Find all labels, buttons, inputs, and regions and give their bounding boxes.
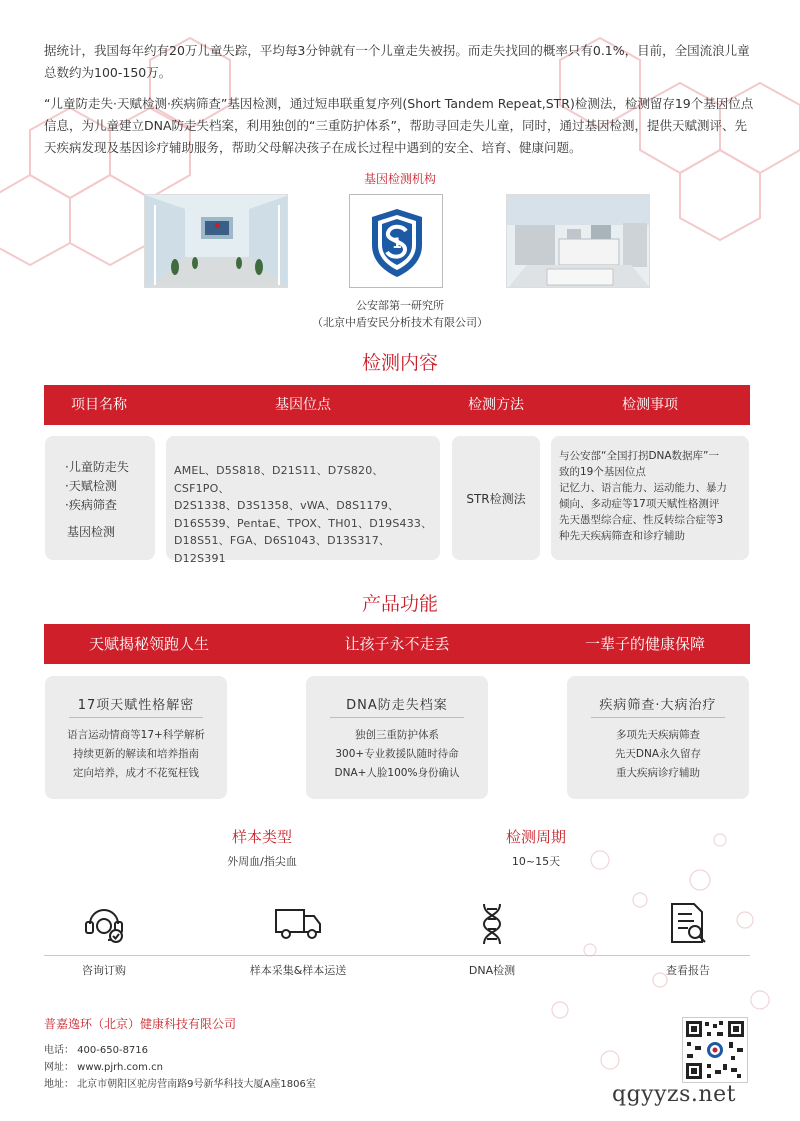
period-label: 检测周期 — [505, 828, 566, 846]
detection-header-bar — [44, 385, 750, 425]
list-item: ·儿童防走失 — [65, 460, 129, 474]
method-card — [452, 436, 540, 560]
items-line: 致的19个基因位点 — [559, 466, 646, 478]
loci-line: D18S51、FGA、D6S1043、D13S317、D12S391 — [174, 534, 391, 565]
institute-hall-photo — [144, 194, 288, 288]
header-items: 检测事项 — [622, 397, 678, 413]
svg-text:1: 1 — [392, 236, 402, 252]
feature-line: 语言运动情商等17+科学解析 — [67, 729, 205, 741]
institute-logo — [349, 194, 443, 288]
project-sub-label: 基因检测 — [67, 525, 116, 539]
loci-card — [166, 436, 440, 565]
sample-type-value: 外周血/指尖血 — [227, 855, 297, 868]
feature-card-title: 17项天赋性格解密 — [77, 698, 195, 713]
institution-company: （北京中盾安民分析技术有限公司） — [312, 316, 488, 329]
institution-name: 公安部第一研究所 — [356, 299, 444, 312]
feature-card-title: DNA防走失档案 — [346, 698, 448, 713]
feature-card-talent — [45, 676, 227, 799]
feature-card-disease — [567, 676, 749, 799]
loci-line: D16S539、PentaE、TPOX、TH01、D19S433、 — [174, 516, 433, 530]
dna-icon — [468, 900, 516, 946]
project-list — [65, 458, 129, 515]
sample-type-label: 样本类型 — [231, 828, 292, 846]
intro-paragraph-2 — [44, 93, 756, 159]
feature-line: 持续更新的解读和培养指南 — [73, 748, 199, 760]
header-method: 检测方法 — [468, 397, 524, 413]
items-line: 记忆力、语言能力、运动能力、暴力 — [559, 482, 727, 494]
contact-address: 地址： 北京市朝阳区驼房营南路9号新华科技大厦A座1806室 — [44, 1079, 316, 1090]
qr-code — [682, 1017, 748, 1083]
contact-website: 网址： www.pjrh.com.cn — [44, 1062, 163, 1073]
feature-line: 300+专业救援队随时待命 — [335, 748, 459, 760]
divider — [330, 717, 464, 718]
contact-phone: 电话： 400-650-8716 — [44, 1045, 149, 1056]
process-step-label: DNA检测 — [468, 964, 516, 977]
method-value: STR检测法 — [466, 492, 526, 506]
list-item: ·天赋检测 — [65, 479, 117, 493]
process-step-label: 样本采集&样本运送 — [249, 964, 347, 977]
feature-card-title: 疾病筛查·大病治疗 — [599, 698, 717, 713]
feature-card-dna-archive — [306, 676, 488, 799]
process-step-label: 查看报告 — [666, 964, 710, 977]
truck-icon — [274, 900, 322, 946]
items-line: 与公安部“全国打拐DNA数据库”一 — [559, 450, 720, 462]
intro-paragraph-1 — [44, 40, 756, 84]
feature-line: 定向培养，成才不花冤枉钱 — [73, 767, 199, 779]
feature-header-anti-loss: 让孩子永不走丢 — [344, 635, 450, 653]
items-line: 倾向、多动症等17项天赋性格测评 — [559, 498, 720, 510]
feature-line: DNA+人脸100%身份确认 — [334, 767, 460, 779]
process-divider — [44, 955, 750, 956]
feature-line: 独创三重防护体系 — [355, 729, 439, 741]
feature-line: 多项先天疾病筛查 — [616, 729, 700, 741]
feature-line: 重大疾病诊疗辅助 — [616, 767, 700, 779]
intro-text-1: 据统计，我国每年约有20万儿童失踪，平均每3分钟就有一个儿童走失被拐。而走失找回的概率只有0.1%，目前，全国流浪儿童总数约为100-150万。 — [44, 43, 750, 80]
watermark-text: qgyyzs.net — [612, 1082, 736, 1107]
divider — [591, 717, 725, 718]
feature-header-health: 一辈子的健康保障 — [584, 635, 705, 653]
divider — [69, 717, 203, 718]
section-title-detection: 检测内容 — [361, 352, 438, 374]
loci-line: AMEL、D5S818、D21S11、D7S820、CSF1PO、 — [174, 464, 384, 495]
header-gene-loci: 基因位点 — [275, 397, 331, 413]
institution-title: 基因检测机构 — [363, 172, 436, 186]
loci-list — [174, 462, 436, 567]
list-item: ·疾病筛查 — [65, 498, 117, 512]
feature-header-talent: 天赋揭秘领跑人生 — [88, 635, 209, 653]
headset-icon — [80, 900, 128, 946]
features-header-bar — [44, 624, 750, 664]
items-line: 先天愚型综合症、性反转综合症等3 — [559, 514, 724, 526]
items-list — [559, 448, 745, 544]
project-card — [45, 436, 155, 560]
items-card — [551, 436, 749, 560]
feature-line: 先天DNA永久留存 — [614, 748, 702, 760]
loci-line: D2S1338、D3S1358、vWA、D8S1179、 — [174, 499, 400, 512]
header-project-name: 项目名称 — [71, 397, 127, 413]
section-title-features: 产品功能 — [361, 593, 438, 615]
report-icon — [664, 900, 712, 946]
laboratory-photo — [506, 194, 650, 288]
company-name: 普嘉逸环（北京）健康科技有限公司 — [44, 1017, 237, 1031]
intro-text-2: “儿童防走失·天赋检测·疾病筛查”基因检测，通过短串联重复序列(Short Tandem Repeat,STR)检测法，检测留存19个基因位点信息，为儿童建立DNA防走失档案，利用独创的“三重防护体系”，帮助寻回走失儿童，同时，通过基因检测，提供天赋测评、先天疾病发现及基因诊疗辅助服务，帮助父母解决孩子在成长过程中遇到的安全、培育、健康问题。 — [44, 96, 754, 155]
period-value: 10~15天 — [511, 855, 561, 868]
process-step-label: 咨询订购 — [82, 964, 126, 977]
items-line: 种先天疾病筛查和诊疗辅助 — [559, 530, 685, 542]
